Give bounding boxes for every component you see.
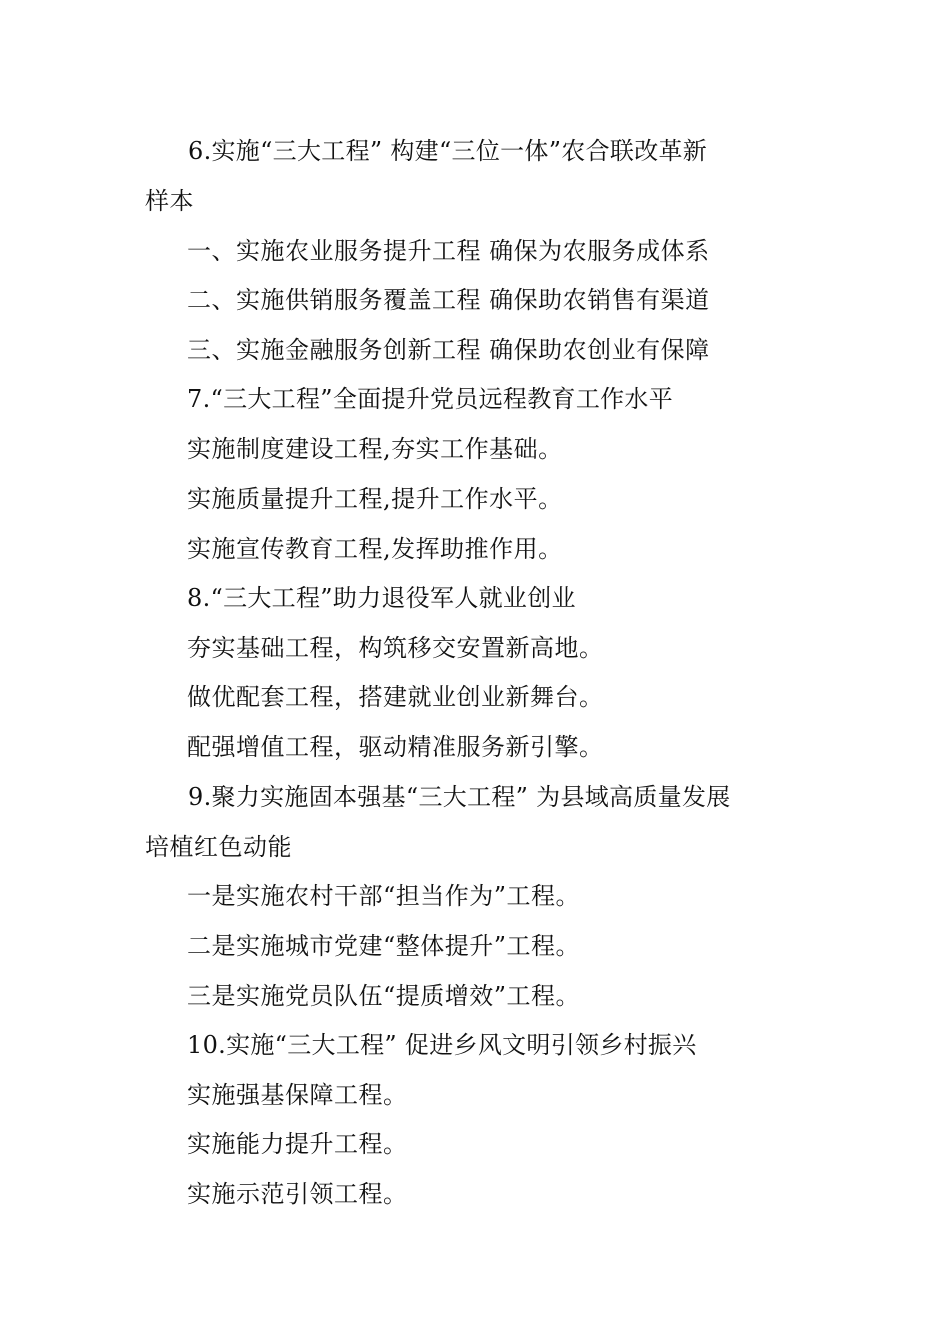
- heading-9-line-2: 培植红色动能: [145, 833, 292, 861]
- paragraph-line: 三、实施金融服务创新工程 确保助农创业有保障: [187, 336, 710, 364]
- heading-9-line-1: 9.聚力实施固本强基“三大工程” 为县域高质量发展: [188, 783, 731, 811]
- heading-6-line-2: 样本: [145, 187, 194, 215]
- heading-6-line-1: 6.实施“三大工程” 构建“三位一体”农合联改革新: [188, 137, 708, 165]
- paragraph-line: 实施宣传教育工程,发挥助推作用。: [187, 535, 563, 563]
- paragraph-line: 实施能力提升工程。: [187, 1130, 408, 1158]
- paragraph-line: 做优配套工程，搭建就业创业新舞台。: [187, 683, 604, 711]
- paragraph-line: 一、实施农业服务提升工程 确保为农服务成体系: [187, 237, 710, 265]
- paragraph-line: 二、实施供销服务覆盖工程 确保助农销售有渠道: [187, 286, 710, 314]
- paragraph-line: 一是实施农村干部“担当作为”工程。: [187, 882, 581, 910]
- paragraph-line: 实施制度建设工程,夯实工作基础。: [187, 435, 563, 463]
- paragraph-line: 夯实基础工程，构筑移交安置新高地。: [187, 634, 604, 662]
- paragraph-line: 实施示范引领工程。: [187, 1180, 408, 1208]
- paragraph-line: 三是实施党员队伍“提质增效”工程。: [187, 982, 581, 1010]
- paragraph-line: 实施强基保障工程。: [187, 1081, 408, 1109]
- paragraph-line: 二是实施城市党建“整体提升”工程。: [187, 932, 581, 960]
- heading-10: 10.实施“三大工程” 促进乡风文明引领乡村振兴: [187, 1031, 697, 1059]
- heading-7: 7.“三大工程”全面提升党员远程教育工作水平: [187, 385, 674, 413]
- heading-8: 8.“三大工程”助力退役军人就业创业: [187, 584, 576, 612]
- paragraph-line: 配强增值工程，驱动精准服务新引擎。: [187, 733, 604, 761]
- paragraph-line: 实施质量提升工程,提升工作水平。: [187, 485, 563, 513]
